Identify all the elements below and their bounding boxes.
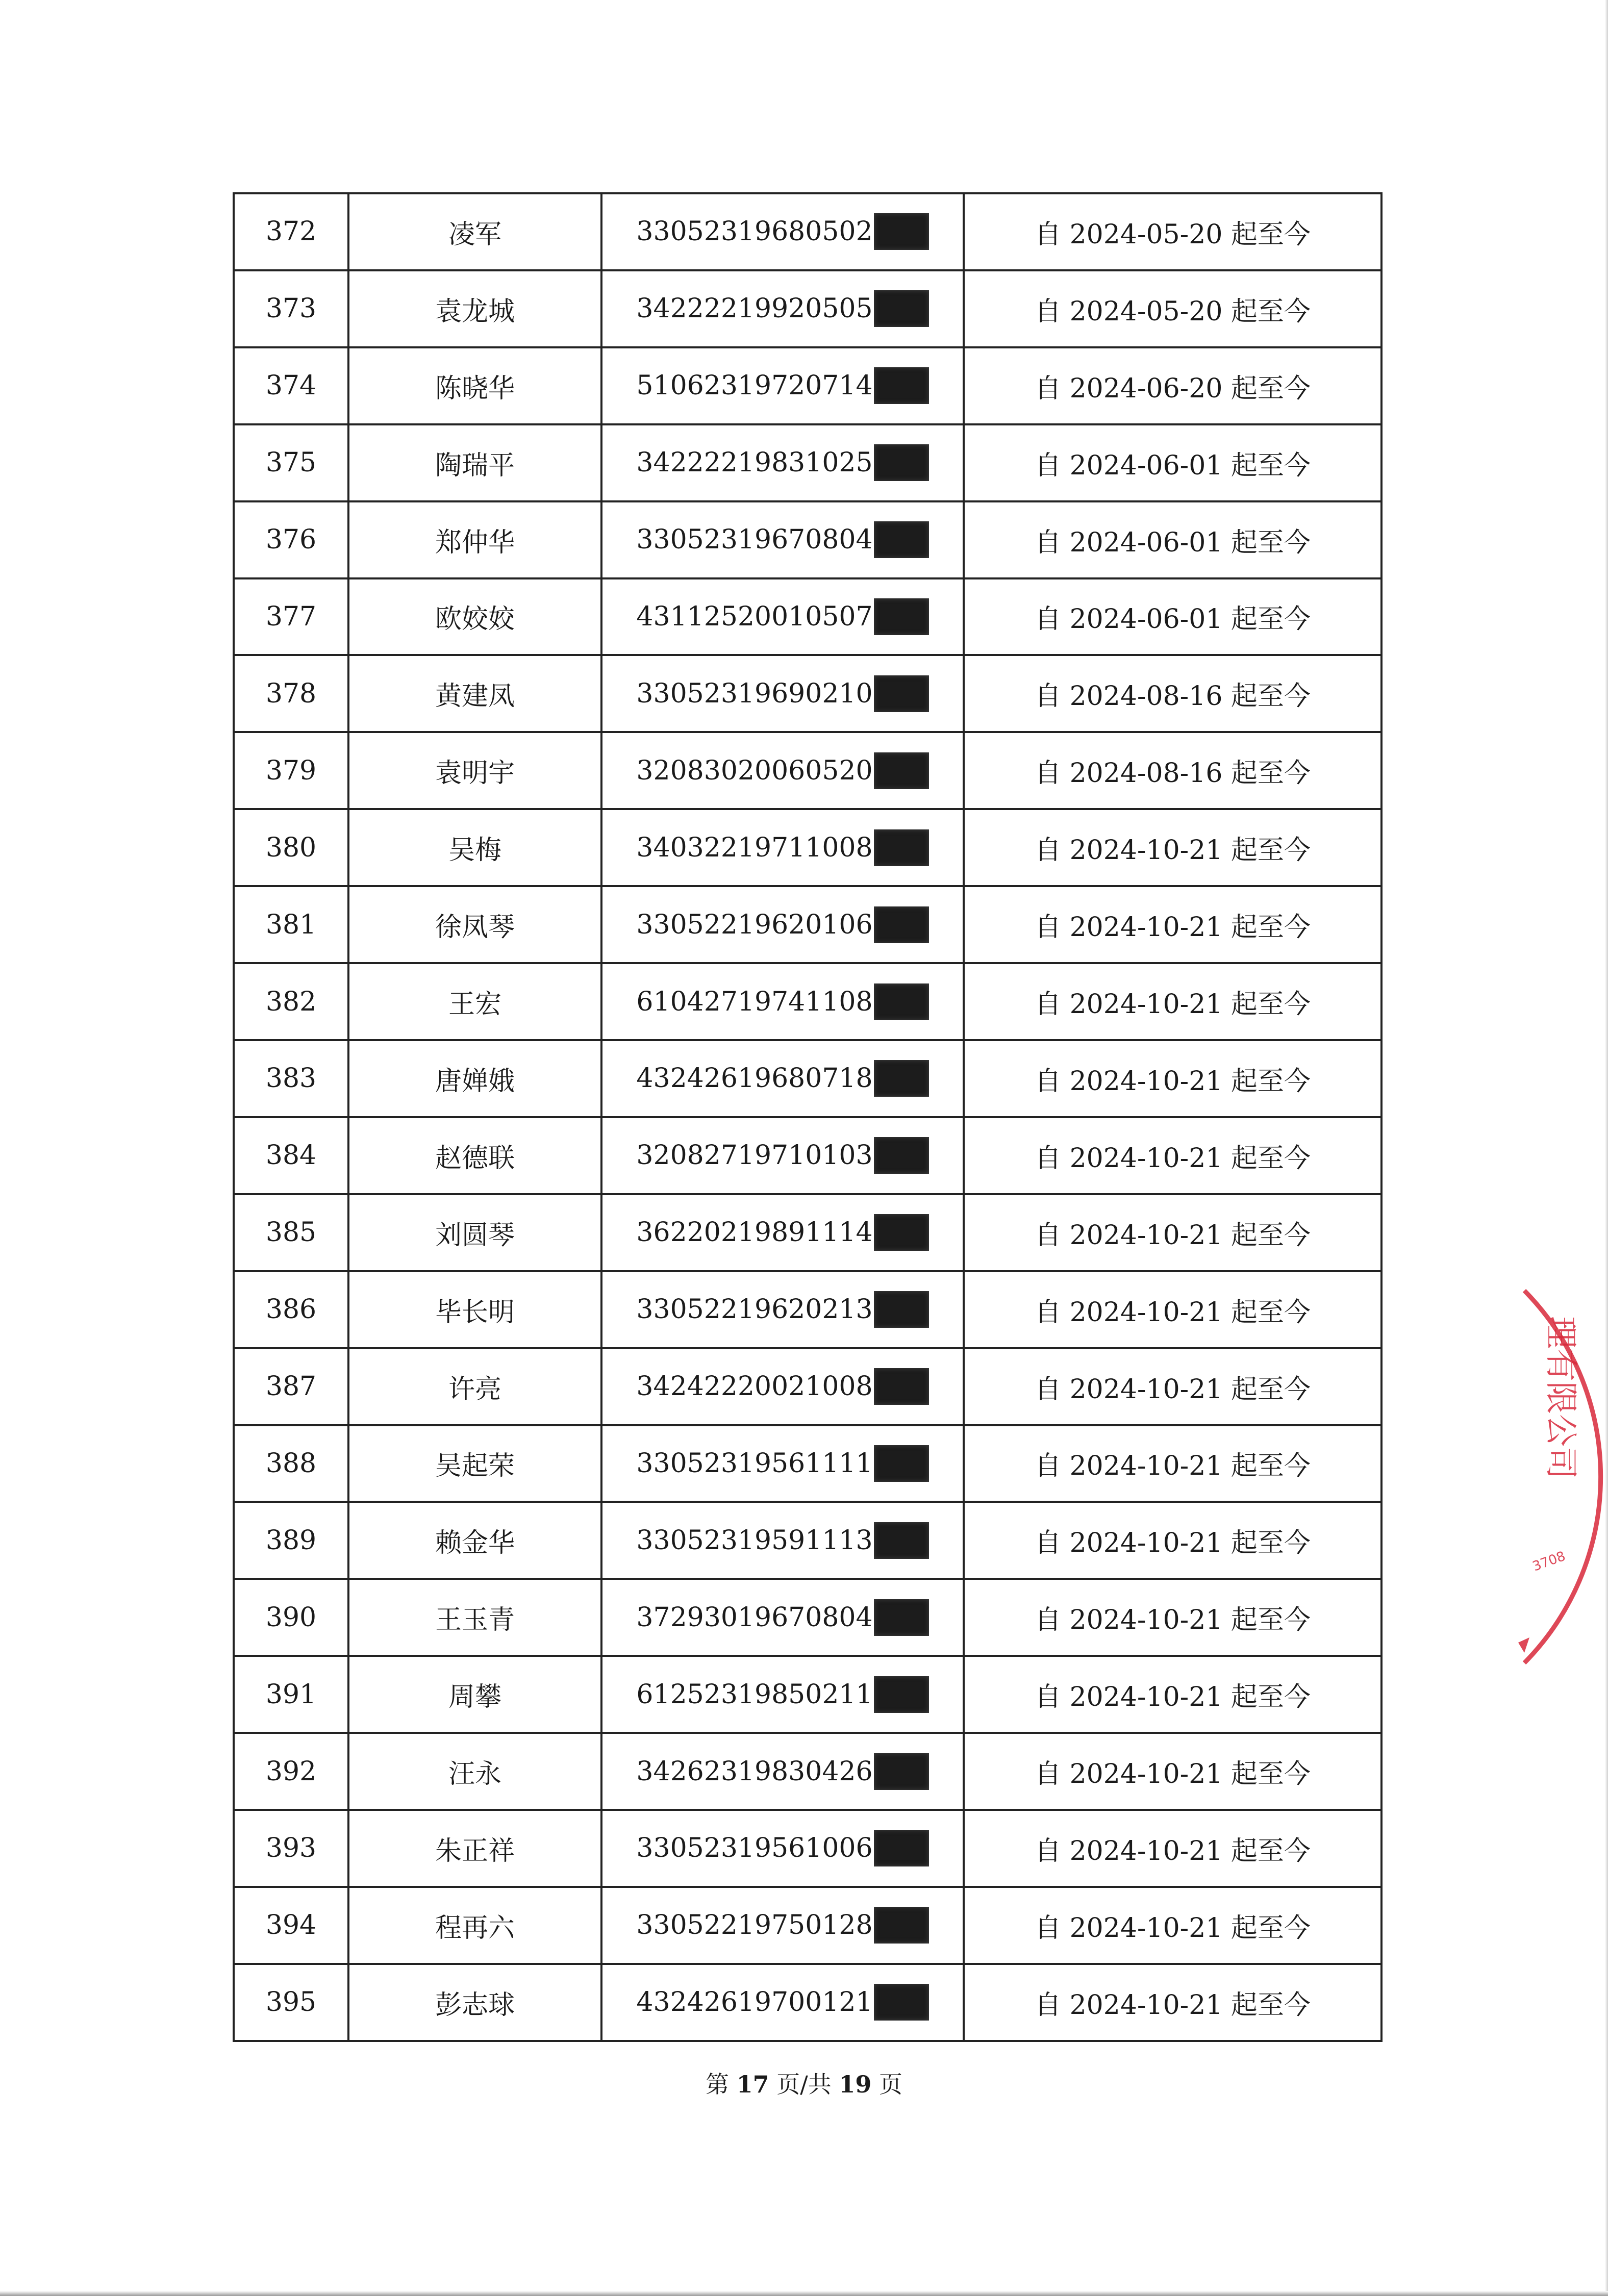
id-number-wrapper — [636, 752, 928, 789]
id-number-cell — [601, 1810, 964, 1887]
table-row — [234, 1887, 1381, 1964]
redaction-block — [874, 290, 929, 327]
id-number-cell — [601, 732, 964, 809]
id-number-wrapper — [636, 1830, 928, 1866]
row-number-cell: 377 — [234, 578, 348, 655]
page-footer — [0, 2066, 1608, 2100]
id-number-cell — [601, 1887, 964, 1964]
id-number-wrapper — [636, 367, 928, 404]
table-row — [234, 1348, 1381, 1425]
redaction-block — [874, 1599, 929, 1636]
id-number-wrapper — [636, 598, 928, 635]
name-cell: 吴梅 — [348, 809, 601, 886]
id-number-cell — [601, 963, 964, 1040]
table-row — [234, 655, 1381, 732]
id-number-cell — [601, 1733, 964, 1810]
id-number-cell — [601, 1656, 964, 1733]
id-number-prefix: 33052319680502 — [636, 216, 873, 247]
id-number-wrapper — [636, 213, 928, 250]
row-number-cell: 392 — [234, 1733, 348, 1810]
id-number-cell — [601, 347, 964, 424]
footer-prefix: 第 — [705, 2071, 729, 2098]
redaction-block — [874, 1830, 929, 1866]
id-number-prefix: 34222219920505 — [636, 293, 873, 324]
period-cell: 自 2024-10-21 起至今 — [964, 1194, 1381, 1271]
row-number-cell: 381 — [234, 886, 348, 963]
table-row — [234, 270, 1381, 347]
svg-text:3708: 3708 — [1530, 1548, 1568, 1575]
row-number-cell: 378 — [234, 655, 348, 732]
table-row — [234, 1579, 1381, 1656]
period-cell: 自 2024-05-20 起至今 — [964, 270, 1381, 347]
name-cell: 汪永 — [348, 1733, 601, 1810]
period-cell: 自 2024-05-20 起至今 — [964, 193, 1381, 270]
period-cell: 自 2024-10-21 起至今 — [964, 1964, 1381, 2041]
period-cell: 自 2024-06-01 起至今 — [964, 578, 1381, 655]
table-row — [234, 1733, 1381, 1810]
id-number-wrapper — [636, 906, 928, 943]
company-seal-stamp — [1514, 1285, 1608, 1673]
row-number-cell: 389 — [234, 1502, 348, 1579]
table-row — [234, 963, 1381, 1040]
id-number-wrapper — [636, 290, 928, 327]
id-number-prefix: 34222219831025 — [636, 447, 873, 478]
scan-edge-right — [1605, 0, 1608, 2296]
redaction-block — [874, 1291, 929, 1328]
row-number-cell: 385 — [234, 1194, 348, 1271]
row-number-cell: 390 — [234, 1579, 348, 1656]
period-cell: 自 2024-06-01 起至今 — [964, 501, 1381, 578]
id-number-prefix: 34262319830426 — [636, 1756, 873, 1787]
id-number-wrapper — [636, 1368, 928, 1405]
table-row — [234, 1810, 1381, 1887]
name-cell: 黄建凤 — [348, 655, 601, 732]
id-number-wrapper — [636, 1522, 928, 1559]
name-cell: 吴起荣 — [348, 1425, 601, 1502]
period-cell: 自 2024-10-21 起至今 — [964, 1810, 1381, 1887]
id-number-wrapper — [636, 444, 928, 481]
name-cell: 毕长明 — [348, 1271, 601, 1348]
roster-table — [233, 192, 1383, 2042]
redaction-block — [874, 829, 929, 866]
redaction-block — [874, 1676, 929, 1713]
period-cell: 自 2024-10-21 起至今 — [964, 1887, 1381, 1964]
name-cell: 周攀 — [348, 1656, 601, 1733]
id-number-cell — [601, 1117, 964, 1194]
id-number-cell — [601, 1579, 964, 1656]
redaction-block — [874, 367, 929, 404]
redaction-block — [874, 1368, 929, 1405]
period-cell: 自 2024-10-21 起至今 — [964, 1656, 1381, 1733]
row-number-cell: 375 — [234, 424, 348, 501]
period-cell: 自 2024-10-21 起至今 — [964, 1579, 1381, 1656]
row-number-cell: 379 — [234, 732, 348, 809]
row-number-cell: 387 — [234, 1348, 348, 1425]
period-cell: 自 2024-10-21 起至今 — [964, 809, 1381, 886]
row-number-cell: 372 — [234, 193, 348, 270]
row-number-cell: 395 — [234, 1964, 348, 2041]
name-cell: 郑仲华 — [348, 501, 601, 578]
row-number-cell: 376 — [234, 501, 348, 578]
row-number-cell: 393 — [234, 1810, 348, 1887]
table-row — [234, 1040, 1381, 1117]
id-number-cell — [601, 809, 964, 886]
table-row — [234, 886, 1381, 963]
footer-middle: 页/共 — [776, 2071, 832, 2098]
redaction-block — [874, 521, 929, 558]
current-page-number: 17 — [736, 2071, 769, 2098]
id-number-cell — [601, 886, 964, 963]
name-cell: 陈晓华 — [348, 347, 601, 424]
id-number-cell — [601, 1040, 964, 1117]
table-row — [234, 1656, 1381, 1733]
id-number-prefix: 33052319561006 — [636, 1833, 873, 1864]
redaction-block — [874, 1984, 929, 2021]
name-cell: 朱正祥 — [348, 1810, 601, 1887]
row-number-cell: 382 — [234, 963, 348, 1040]
table-row — [234, 1502, 1381, 1579]
period-cell: 自 2024-10-21 起至今 — [964, 1348, 1381, 1425]
table-row — [234, 1117, 1381, 1194]
row-number-cell: 384 — [234, 1117, 348, 1194]
name-cell: 王玉青 — [348, 1579, 601, 1656]
id-number-prefix: 43242619680718 — [636, 1063, 873, 1094]
id-number-wrapper — [636, 1753, 928, 1790]
id-number-prefix: 32083020060520 — [636, 755, 873, 786]
id-number-prefix: 33052319670804 — [636, 524, 873, 556]
table-row — [234, 809, 1381, 886]
id-number-wrapper — [636, 1214, 928, 1251]
period-cell: 自 2024-10-21 起至今 — [964, 1040, 1381, 1117]
id-number-wrapper — [636, 1907, 928, 1944]
row-number-cell: 386 — [234, 1271, 348, 1348]
id-number-prefix: 34242220021008 — [636, 1371, 873, 1402]
name-cell: 许亮 — [348, 1348, 601, 1425]
row-number-cell: 373 — [234, 270, 348, 347]
roster-table-body — [234, 193, 1381, 2041]
period-cell: 自 2024-10-21 起至今 — [964, 886, 1381, 963]
table-row — [234, 1194, 1381, 1271]
table-row — [234, 1271, 1381, 1348]
name-cell: 程再六 — [348, 1887, 601, 1964]
redaction-block — [874, 1060, 929, 1097]
period-cell: 自 2024-10-21 起至今 — [964, 1502, 1381, 1579]
redaction-block — [874, 983, 929, 1020]
name-cell: 王宏 — [348, 963, 601, 1040]
row-number-cell: 394 — [234, 1887, 348, 1964]
id-number-cell — [601, 424, 964, 501]
id-number-cell — [601, 270, 964, 347]
svg-text:理有限公司: 理有限公司 — [1542, 1316, 1579, 1479]
name-cell: 刘圆琴 — [348, 1194, 601, 1271]
name-cell: 赖金华 — [348, 1502, 601, 1579]
id-number-cell — [601, 1964, 964, 2041]
id-number-prefix: 36220219891114 — [636, 1217, 873, 1248]
id-number-wrapper — [636, 983, 928, 1020]
id-number-cell — [601, 655, 964, 732]
table-row — [234, 1425, 1381, 1502]
id-number-cell — [601, 193, 964, 270]
id-number-wrapper — [636, 1676, 928, 1713]
id-number-cell — [601, 1194, 964, 1271]
name-cell: 袁明宇 — [348, 732, 601, 809]
id-number-prefix: 43112520010507 — [636, 601, 873, 632]
id-number-wrapper — [636, 1599, 928, 1636]
id-number-cell — [601, 1425, 964, 1502]
name-cell: 陶瑞平 — [348, 424, 601, 501]
id-number-cell — [601, 501, 964, 578]
table-row — [234, 347, 1381, 424]
id-number-prefix: 33052319690210 — [636, 678, 873, 709]
redaction-block — [874, 1907, 929, 1944]
id-number-wrapper — [636, 1060, 928, 1097]
redaction-block — [874, 1137, 929, 1174]
id-number-prefix: 33052219750128 — [636, 1910, 873, 1941]
id-number-prefix: 33052219620106 — [636, 909, 873, 940]
row-number-cell: 391 — [234, 1656, 348, 1733]
redaction-block — [874, 213, 929, 250]
table-row — [234, 424, 1381, 501]
id-number-prefix: 33052219620213 — [636, 1294, 873, 1325]
scan-edge-bottom — [0, 2291, 1608, 2296]
id-number-wrapper — [636, 675, 928, 712]
id-number-prefix: 32082719710103 — [636, 1140, 873, 1171]
period-cell: 自 2024-10-21 起至今 — [964, 1733, 1381, 1810]
row-number-cell: 374 — [234, 347, 348, 424]
redaction-block — [874, 1522, 929, 1559]
redaction-block — [874, 1445, 929, 1482]
table-row — [234, 1964, 1381, 2041]
id-number-prefix: 61042719741108 — [636, 986, 873, 1017]
id-number-wrapper — [636, 1137, 928, 1174]
row-number-cell: 380 — [234, 809, 348, 886]
redaction-block — [874, 752, 929, 789]
period-cell: 自 2024-06-01 起至今 — [964, 424, 1381, 501]
id-number-prefix: 37293019670804 — [636, 1602, 873, 1633]
period-cell: 自 2024-10-21 起至今 — [964, 963, 1381, 1040]
redaction-block — [874, 1214, 929, 1251]
id-number-cell — [601, 1271, 964, 1348]
name-cell: 彭志球 — [348, 1964, 601, 2041]
id-number-prefix: 33052319591113 — [636, 1525, 873, 1556]
period-cell: 自 2024-08-16 起至今 — [964, 732, 1381, 809]
id-number-prefix: 61252319850211 — [636, 1679, 873, 1710]
redaction-block — [874, 906, 929, 943]
id-number-wrapper — [636, 1445, 928, 1482]
name-cell: 凌军 — [348, 193, 601, 270]
id-number-wrapper — [636, 1984, 928, 2021]
name-cell: 唐婵娥 — [348, 1040, 601, 1117]
id-number-prefix: 34032219711008 — [636, 832, 873, 863]
footer-suffix: 页 — [879, 2071, 903, 2098]
id-number-cell — [601, 1348, 964, 1425]
id-number-wrapper — [636, 521, 928, 558]
id-number-prefix: 33052319561111 — [636, 1448, 873, 1479]
table-row — [234, 193, 1381, 270]
period-cell: 自 2024-08-16 起至今 — [964, 655, 1381, 732]
redaction-block — [874, 444, 929, 481]
name-cell: 袁龙城 — [348, 270, 601, 347]
row-number-cell: 383 — [234, 1040, 348, 1117]
table-row — [234, 732, 1381, 809]
table-row — [234, 501, 1381, 578]
period-cell: 自 2024-06-20 起至今 — [964, 347, 1381, 424]
id-number-wrapper — [636, 1291, 928, 1328]
redaction-block — [874, 598, 929, 635]
name-cell: 徐凤琴 — [348, 886, 601, 963]
redaction-block — [874, 675, 929, 712]
id-number-prefix: 43242619700121 — [636, 1987, 873, 2018]
total-pages-number: 19 — [839, 2071, 872, 2098]
name-cell: 欧姣姣 — [348, 578, 601, 655]
period-cell: 自 2024-10-21 起至今 — [964, 1425, 1381, 1502]
period-cell: 自 2024-10-21 起至今 — [964, 1271, 1381, 1348]
id-number-cell — [601, 578, 964, 655]
redaction-block — [874, 1753, 929, 1790]
id-number-wrapper — [636, 829, 928, 866]
row-number-cell: 388 — [234, 1425, 348, 1502]
id-number-prefix: 51062319720714 — [636, 370, 873, 401]
table-row — [234, 578, 1381, 655]
id-number-cell — [601, 1502, 964, 1579]
period-cell: 自 2024-10-21 起至今 — [964, 1117, 1381, 1194]
name-cell: 赵德联 — [348, 1117, 601, 1194]
